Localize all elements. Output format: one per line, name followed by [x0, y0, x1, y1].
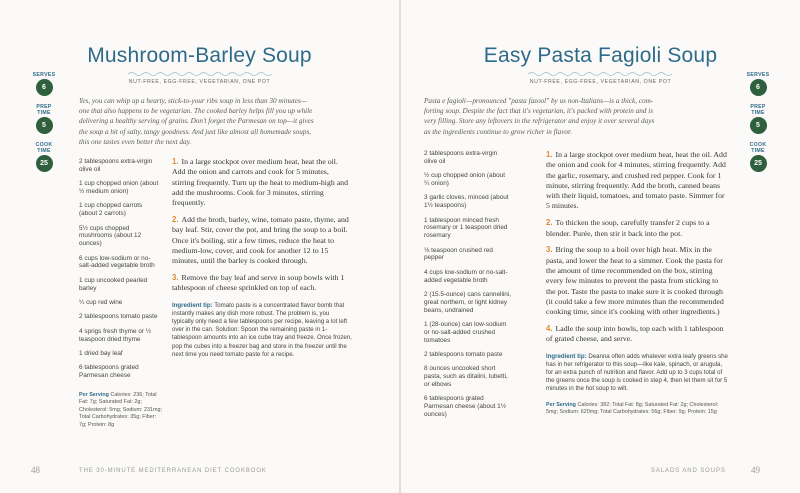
- step-number: 4.: [546, 323, 553, 333]
- ingredient-item: 2 tablespoons extra-virgin olive oil: [79, 158, 153, 173]
- cook-time-label-2: TIME: [37, 148, 51, 154]
- step-item: [172, 273, 352, 294]
- method-steps: [546, 150, 729, 416]
- prep-time-value: 5: [36, 117, 53, 134]
- intro-line: forting soup. Despite the fact that it's vegetarian, it's packed with protein and is: [424, 107, 653, 116]
- ingredient-item: 6 tablespoons grated Parmesan cheese: [79, 364, 139, 380]
- recipe-meta: [29, 72, 59, 180]
- prep-time-label: PREP: [750, 104, 766, 110]
- serves-value: 6: [36, 79, 53, 96]
- per-serving-label: Per Serving: [546, 401, 576, 408]
- prep-time-value: 5: [750, 117, 767, 134]
- left-page: [0, 0, 399, 493]
- intro-line: this one tastes even better the next day.: [79, 137, 192, 146]
- ingredient-item: 1 tablespoon minced fresh rosemary or 1 teaspoon dried rosemary: [424, 216, 508, 240]
- step-text: Ladle the soup into bowls, top each with 1 tablespoon of grated cheese, and serve.: [546, 323, 724, 344]
- recipe-intro: [424, 96, 724, 137]
- step-item: [546, 245, 729, 317]
- tip-label: Ingredient tip:: [546, 352, 587, 360]
- serves-label: SERVES: [746, 72, 770, 78]
- per-serving-text: Calories: 236; Total Fat: 7g; Saturated Fat: 2g; Cholesterol: 5mg; Sodium: 231mg; Total Carbohydrates: 35g; Fiber: 7g; Protein: 8g: [79, 392, 162, 428]
- ingredient-item: 2 (15.5-ounce) cans cannellini, great northern, or light kidney beans, undrained: [424, 290, 512, 314]
- ingredient-item: 8 ounces uncooked short pasta, such as ditalini, tubetti, or elbows: [424, 365, 508, 388]
- method-steps: [172, 157, 352, 359]
- intro-line: Pasta e fagioli—pronounced "pasta fazool" by us non-Italians—is a thick, com-: [424, 97, 654, 105]
- recipe-intro: [79, 96, 379, 147]
- step-text: Bring the soup to a boil over high heat. Mix in the pasta, and lower the heat to a simmer. Cook the pasta for the amount of time recommended on the box, stirring every few minutes to prevent the pasta from sticking to the pot. Taste the pasta to make sure it is cooked through (it could take a few more minutes than the recommended cooking time, since it's cooking with other ingredients.): [546, 245, 724, 317]
- step-item: [546, 324, 729, 345]
- per-serving-label: Per Serving: [79, 392, 109, 398]
- intro-line: Yes, you can whip up a hearty, stick-to-your ribs soup in less than 30 minutes—: [79, 97, 308, 105]
- step-number: 1.: [172, 157, 179, 166]
- intro-line: as the ingredients continue to grow richer in flavor.: [424, 127, 572, 136]
- running-footer: SALADS AND SOUPS: [651, 468, 726, 474]
- ingredient-item: 4 cups low-sodium or no-salt-added vegetable broth: [424, 268, 508, 284]
- serves-label: SERVES: [32, 72, 56, 78]
- intro-line: delivering a healthy serving of grains. Don't forget the Parmesan on top—it gives: [79, 117, 314, 126]
- dietary-tags: NUT-FREE, EGG-FREE, VEGETARIAN, ONE POT: [529, 79, 672, 85]
- ingredient-item: 1 cup chopped onion (about ½ medium onion): [79, 180, 159, 195]
- step-text: Remove the bay leaf and serve in soup bowls with 1 tablespoon of cheese sprinkled on top of each.: [172, 272, 345, 293]
- ingredient-list: [424, 150, 512, 425]
- ingredient-item: 1 (28-ounce) can low-sodium or no-salt-added crushed tomatoes: [424, 320, 507, 344]
- cook-time-value: 25: [36, 155, 53, 172]
- step-text: To thicken the soup, carefully transfer 2 cups to a blender. Purée, then stir it back into the pot.: [546, 218, 710, 238]
- wave-divider: [128, 71, 273, 77]
- step-number: 3.: [172, 272, 179, 282]
- intro-line: the soup a hit of salty, tangy goodness. And just like almost all homemade soups,: [79, 127, 312, 136]
- wave-divider: [528, 71, 673, 77]
- step-item: [172, 215, 352, 266]
- ingredient-item: 5½ cups chopped mushrooms (about 12 ounces): [79, 224, 142, 248]
- right-page: [401, 0, 800, 493]
- cook-time-label-2: TIME: [751, 148, 765, 154]
- ingredient-item: 2 tablespoons tomato paste: [79, 313, 158, 321]
- tip-label: Ingredient tip:: [172, 301, 213, 309]
- ingredient-item: 3 garlic cloves, minced (about 1½ teaspoons): [424, 194, 509, 210]
- prep-time-label: PREP: [36, 104, 52, 110]
- intro-line: very filling. Store any leftovers in the refrigerator and enjoy it over several days: [424, 117, 655, 126]
- page-number: 48: [31, 465, 40, 475]
- tip-text: Tomato paste is a concentrated flavor bomb that instantly makes any dish more robust. The problem is, you typically only need a few tablespoons per recipe, leaving a lot left over in the can. Solution: Spoon the remaining paste in 1-tablespoon amounts into an ice cube tray and freeze. Once frozen, pop the cubes into a freezer bag and store in the freezer until the next time you need tomato paste for a recipe.: [172, 301, 352, 358]
- running-footer: THE 30-MINUTE MEDITERRANEAN DIET COOKBOOK: [79, 468, 267, 474]
- ingredient-item: ¼ cup red wine: [79, 298, 123, 306]
- ingredient-item: 4 sprigs fresh thyme or ½ teaspoon dried thyme: [79, 327, 152, 343]
- dietary-tags: NUT-FREE, EGG-FREE, VEGETARIAN, ONE POT: [128, 79, 271, 85]
- step-number: 3.: [546, 245, 553, 255]
- step-number: 1.: [546, 150, 553, 159]
- ingredient-item: 1 cup chopped carrots (about 2 carrots): [79, 202, 143, 218]
- page-number: 49: [751, 465, 760, 475]
- ingredient-tip: [546, 353, 729, 394]
- cook-time-value: 25: [750, 155, 767, 172]
- ingredient-item: ½ cup chopped onion (about ¼ onion): [424, 172, 506, 187]
- step-text: In a large stockpot over medium heat, heat the oil. Add the onion and cook for 4 minutes, stirring frequently. Add the garlic, rosemary, and crushed red pepper. Cook for 1 minute, stirring frequently. Add the broth, canned beans with their liquid, tomatoes, and tomato paste. Simmer for 5 minutes.: [546, 150, 727, 211]
- step-item: [172, 157, 352, 208]
- ingredient-item: 2 tablespoons extra-virgin olive oil: [424, 150, 498, 165]
- tip-text: Deanna often adds whatever extra leafy greens she has in her refrigerator to this soup—like kale, spinach, or arugula, for an extra punch of nutrition and flavor. Add up to 3 cups total of the greens once the soup is cooked in step 4, then let them sit for 5 minutes in the hot soup to wilt.: [546, 352, 728, 393]
- ingredient-list: [79, 158, 161, 386]
- prep-time-label-2: TIME: [751, 110, 765, 116]
- cook-time-label: COOK: [749, 142, 767, 148]
- per-serving-text: Calories: 382; Total Fat: 8g; Saturated Fat: 2g; Cholesterol: 5mg; Sodium: 620mg; Total Carbohydrates: 56g; Fiber: 9g; Protein: 15g: [546, 401, 719, 415]
- ingredient-item: 6 tablespoons grated Parmesan cheese (about 1½ ounces): [424, 395, 507, 418]
- intro-line: one that also happens to be vegetarian. The cooked barley helps fill you up while: [79, 107, 313, 116]
- nutrition-info: [79, 392, 163, 429]
- step-number: 2.: [546, 218, 553, 228]
- ingredient-item: 1 dried bay leaf: [79, 349, 123, 357]
- ingredient-tip: [172, 302, 352, 359]
- step-text: Add the broth, barley, wine, tomato paste, thyme, and bay leaf. Stir, cover the pot, and bring the soup to a boil. Once it's boiling, stir a few times, reduce the heat to medium-low, cover, and cook for another 12 to 15 minutes, until the barley is cooked through.: [172, 214, 349, 266]
- nutrition-info: [546, 402, 729, 417]
- step-text: In a large stockpot over medium heat, heat the oil. Add the onion and carrots and cook for 5 minutes, stirring frequently. Turn up the heat to medium-high and add the mushrooms. Cook for 3 minutes, stirring frequently.: [172, 157, 348, 208]
- cook-time-label: COOK: [35, 142, 53, 148]
- recipe-title: Easy Pasta Fagioli Soup: [483, 44, 718, 67]
- recipe-title: Mushroom-Barley Soup: [87, 44, 312, 67]
- ingredient-item: 2 tablespoons tomato paste: [424, 350, 503, 358]
- ingredient-item: 6 cups low-sodium or no-salt-added vegetable broth: [79, 254, 155, 270]
- ingredient-item: 1 cup uncooked pearled barley: [79, 276, 148, 292]
- step-item: [546, 150, 729, 212]
- recipe-meta: [743, 72, 773, 180]
- prep-time-label-2: TIME: [37, 110, 51, 116]
- serves-value: 6: [750, 79, 767, 96]
- step-item: [546, 218, 729, 239]
- ingredient-item: ⅛ teaspoon crushed red pepper: [424, 246, 493, 262]
- step-number: 2.: [172, 214, 179, 224]
